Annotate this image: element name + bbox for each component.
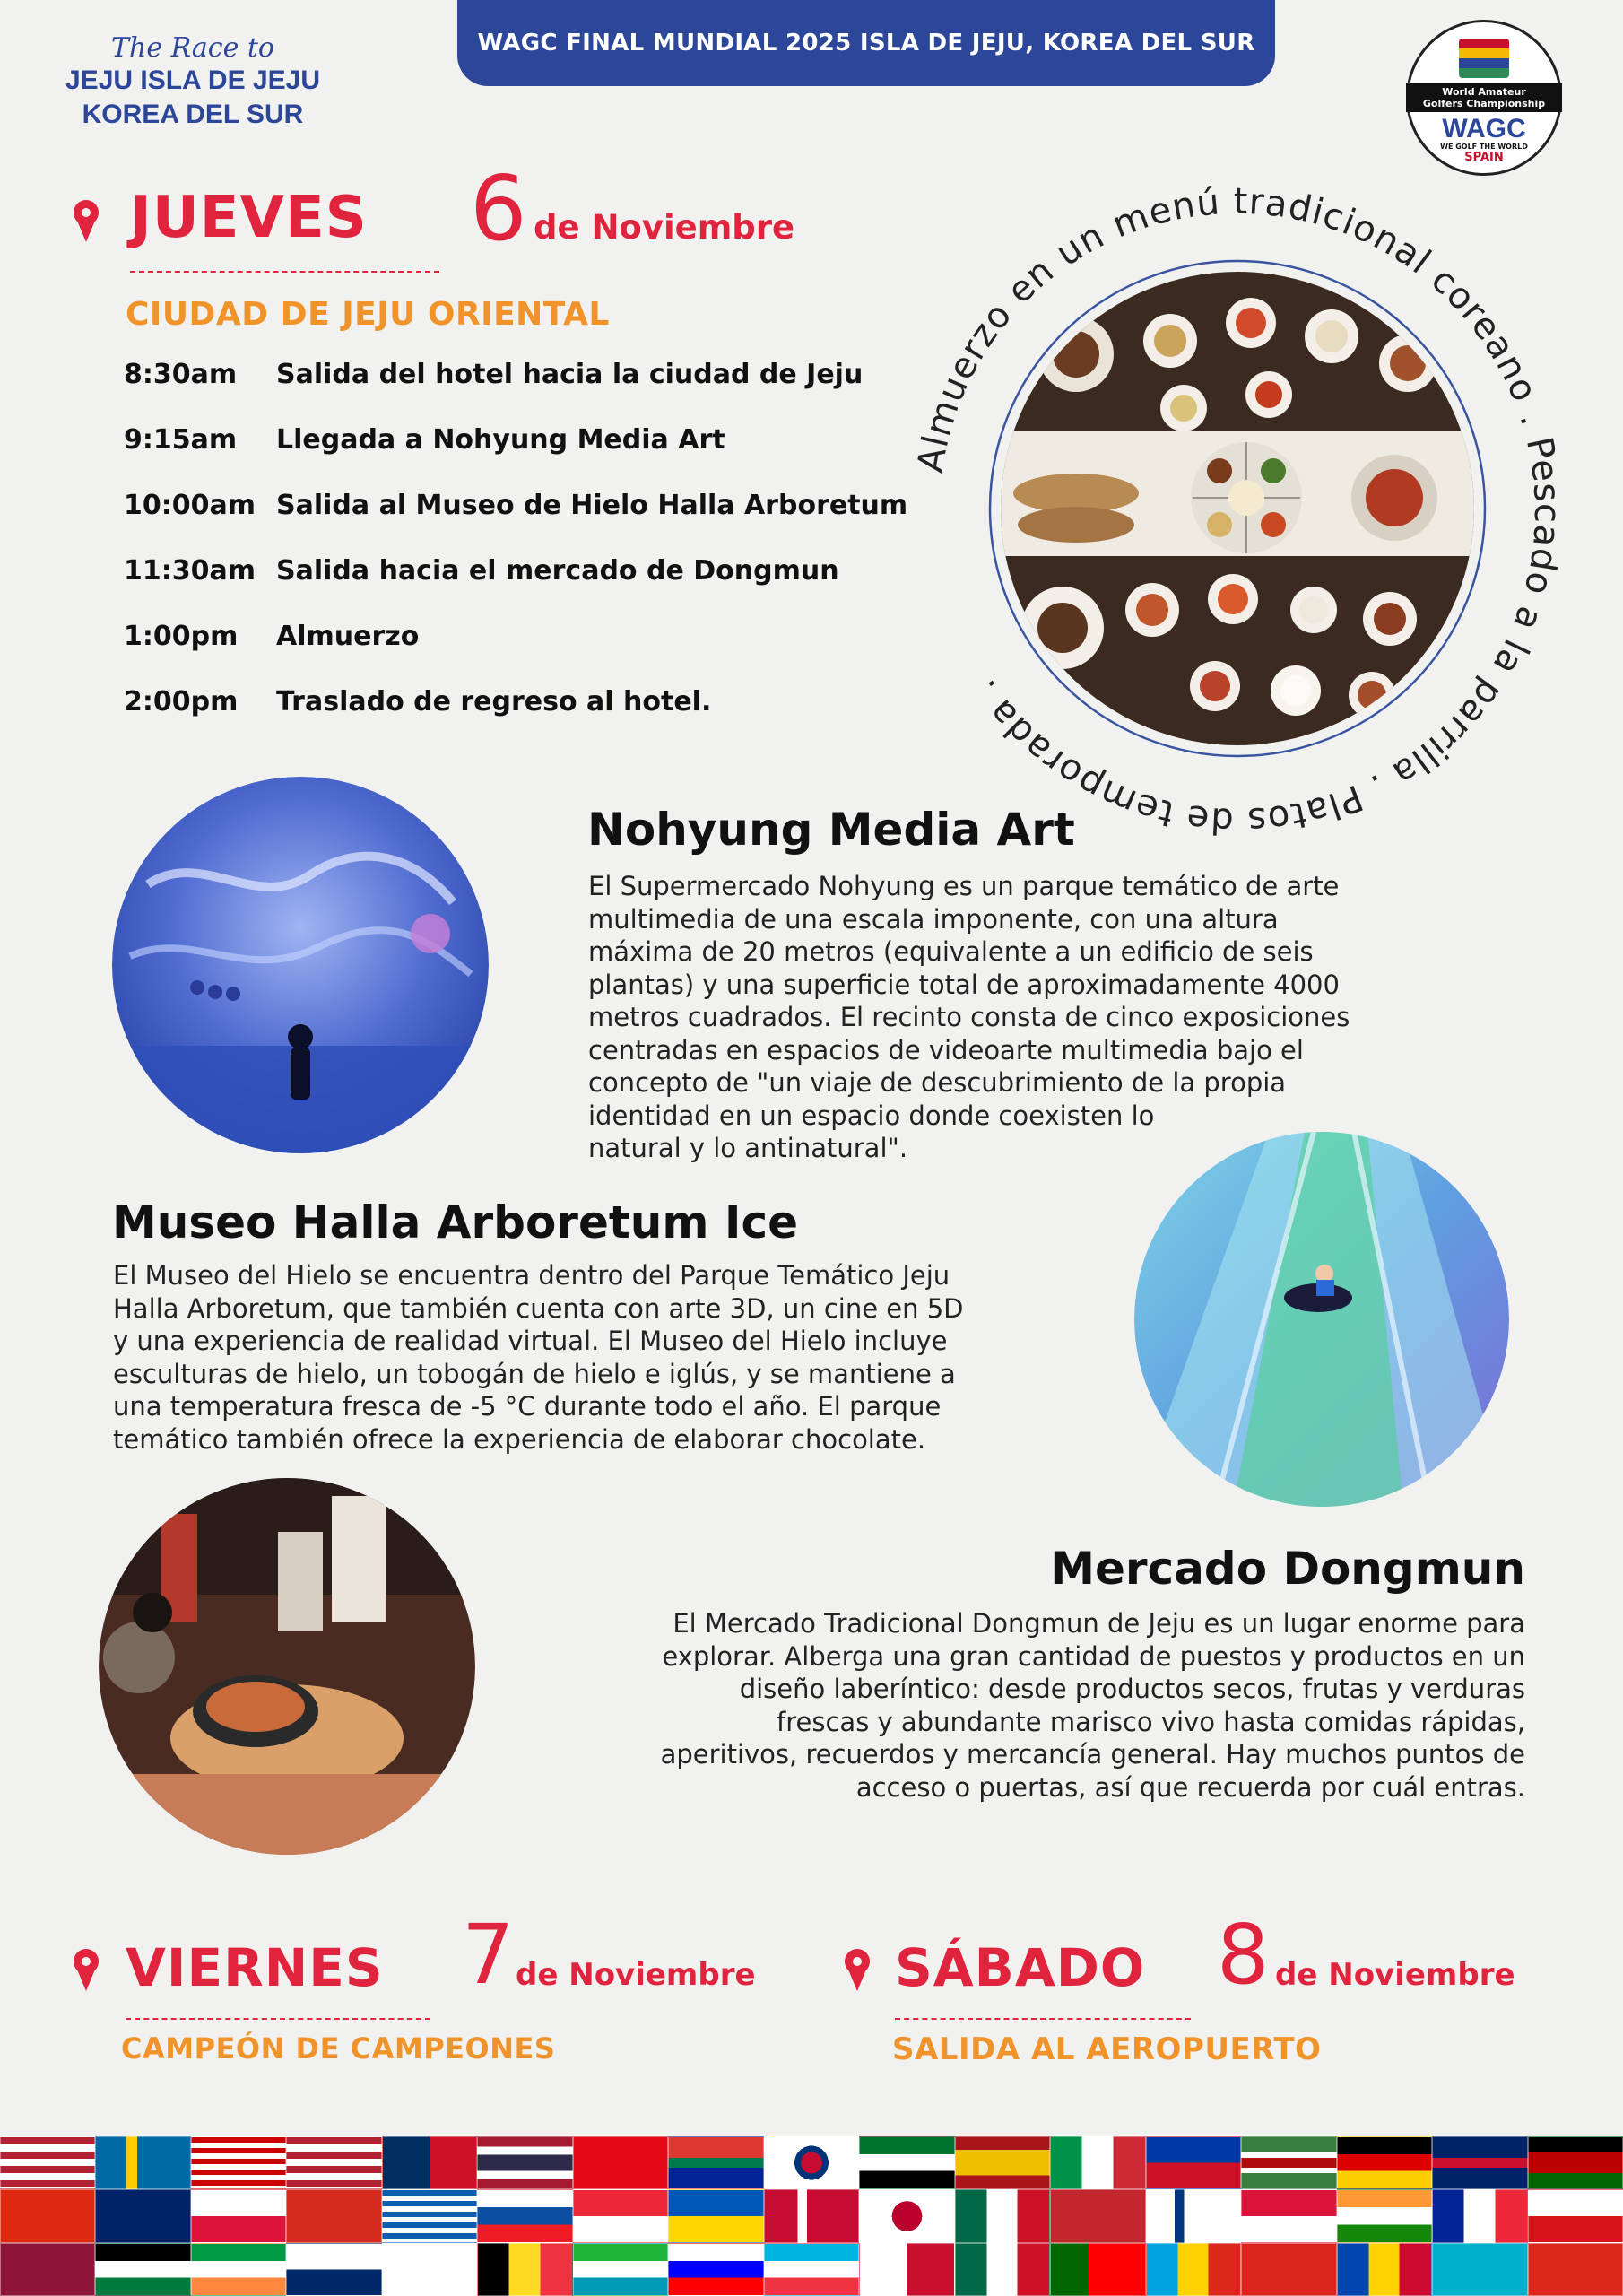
- flag-icon: [764, 2136, 859, 2189]
- flag-icon: [286, 2136, 381, 2189]
- schedule-row: [124, 621, 419, 652]
- location-pin-icon: [72, 199, 100, 244]
- day2-weekday: VIERNES: [126, 1937, 384, 1998]
- flag-icon: [286, 2243, 381, 2296]
- flag-icon: [859, 2189, 954, 2242]
- flag-icon: [668, 2189, 763, 2242]
- day2-month: de Noviembre: [516, 1957, 756, 1993]
- text-line: esculturas de hielo, un tobogán de hielo e iglús, y se mantiene a: [113, 1358, 956, 1389]
- flag-icon: [859, 2136, 954, 2189]
- flag-icon: [95, 2136, 190, 2189]
- schedule-time: 11:30am: [124, 555, 256, 587]
- schedule-row: [124, 555, 839, 587]
- flag-icon: [95, 2243, 190, 2296]
- location-pin-icon: [843, 1948, 872, 1993]
- text-line: frescas y abundante marisco vivo hasta comidas rápidas,: [777, 1706, 1525, 1737]
- text-line: El Supermercado Nohyung es un parque temático de arte: [588, 871, 1340, 901]
- flag-icon: [573, 2189, 668, 2242]
- dongmun-description: [661, 1607, 1525, 1804]
- text-line: identidad en un espacio donde coexisten lo: [588, 1100, 1155, 1131]
- flag-icon: [1337, 2136, 1432, 2189]
- flag-icon: [1241, 2243, 1336, 2296]
- flag-icon: [286, 2189, 381, 2242]
- flag-icon: [382, 2243, 477, 2296]
- race-to-jeju-logo: [54, 32, 332, 132]
- day1-number: 6: [470, 156, 527, 261]
- text-line: El Museo del Hielo se encuentra dentro del Parque Temático Jeju: [113, 1260, 950, 1291]
- flag-icon: [668, 2136, 763, 2189]
- nohyung-description: [588, 870, 1350, 1165]
- flag-icon: [1337, 2189, 1432, 2242]
- wagc-country: SPAIN: [1464, 151, 1504, 164]
- schedule-time: 2:00pm: [124, 686, 239, 718]
- day1-weekday: JUEVES: [130, 185, 368, 251]
- day2-divider: [126, 2018, 430, 2020]
- text-line: temático también ofrece la experiencia de elaborar chocolate.: [113, 1423, 926, 1455]
- day1-month: de Noviembre: [534, 208, 795, 247]
- day3-subtitle: SALIDA AL AEROPUERTO: [892, 2031, 1322, 2067]
- wagc-band: [1406, 83, 1562, 112]
- schedule-row: [124, 686, 711, 718]
- flag-icon: [477, 2136, 572, 2189]
- flag-icon: [191, 2243, 286, 2296]
- race-line-2: KOREA DEL SUR: [82, 100, 304, 129]
- text-line: concepto de "un viaje de descubrimiento de la propia: [588, 1067, 1287, 1098]
- text-line: diseño laberíntico: desde productos secos, frutas y verduras: [739, 1674, 1525, 1704]
- flag-icon: [1146, 2136, 1241, 2189]
- wagc-flag-icon: [1459, 39, 1509, 78]
- flag-icon: [1528, 2136, 1623, 2189]
- nohyung-title: Nohyung Media Art: [587, 804, 1075, 856]
- flag-icon: [1432, 2136, 1527, 2189]
- text-line: multimedia de una escala imponente, con una altura: [588, 903, 1279, 935]
- flag-icon: [191, 2189, 286, 2242]
- day1-subtitle: CIUDAD DE JEJU ORIENTAL: [126, 296, 610, 333]
- flag-icon: [477, 2189, 572, 2242]
- flag-icon: [0, 2243, 95, 2296]
- flag-icon: [1050, 2243, 1145, 2296]
- schedule-time: 8:30am: [124, 359, 238, 390]
- nohyung-media-art-photo: [112, 777, 489, 1153]
- flag-icon: [1432, 2243, 1527, 2296]
- flag-icon: [573, 2136, 668, 2189]
- flag-icon: [1241, 2189, 1336, 2242]
- flag-icon: [1337, 2243, 1432, 2296]
- day3-number: 8: [1217, 1907, 1270, 2003]
- text-line: acceso o puertas, así que recuerda por cuál entras.: [855, 1771, 1525, 1803]
- day3-divider: [895, 2018, 1191, 2020]
- flag-icon: [955, 2136, 1050, 2189]
- dongmun-market-photo: [99, 1478, 475, 1855]
- text-line: aperitivos, recuerdos y mercancía general. Hay muchos puntos de: [660, 1739, 1525, 1770]
- ice-museum-description: [113, 1259, 963, 1456]
- flag-icon: [573, 2243, 668, 2296]
- schedule-activity: Salida del hotel hacia la ciudad de Jeju: [276, 359, 864, 390]
- wagc-spain-logo: [1406, 20, 1562, 176]
- text-line: y una experiencia de realidad virtual. El Museo del Hielo incluye: [113, 1326, 948, 1356]
- wagc-band-line2: Golfers Championship: [1422, 98, 1546, 109]
- schedule-activity: Salida hacia el mercado de Dongmun: [276, 555, 839, 587]
- lunch-badge: [897, 170, 1578, 852]
- flag-icon: [955, 2189, 1050, 2242]
- country-flags-strip: [0, 2136, 1623, 2296]
- flag-icon: [1146, 2189, 1241, 2242]
- wagc-band-line1: World Amateur: [1442, 86, 1526, 98]
- day1-divider: [130, 271, 439, 273]
- race-line-1: JEJU ISLA DE JEJU: [65, 65, 320, 95]
- race-script: The Race to: [111, 32, 274, 64]
- text-line: natural y lo antinatural".: [588, 1133, 908, 1163]
- schedule-row: [124, 424, 725, 456]
- flag-icon: [95, 2189, 190, 2242]
- schedule-time: 1:00pm: [124, 621, 239, 652]
- flag-icon: [1528, 2243, 1623, 2296]
- text-line: metros cuadrados. El recinto consta de cinco exposiciones: [588, 1002, 1350, 1032]
- text-line: Halla Arboretum, que también cuenta con arte 3D, un cine en 5D: [113, 1292, 964, 1324]
- flag-icon: [955, 2243, 1050, 2296]
- schedule-time: 9:15am: [124, 424, 238, 456]
- schedule-activity: Llegada a Nohyung Media Art: [276, 424, 725, 456]
- day3-month: de Noviembre: [1275, 1957, 1515, 1993]
- flag-icon: [1050, 2189, 1145, 2242]
- flag-icon: [668, 2243, 763, 2296]
- flag-icon: [1146, 2243, 1241, 2296]
- ice-slide-photo: [1134, 1132, 1509, 1507]
- location-pin-icon: [72, 1948, 100, 1993]
- header-banner: WAGC FINAL MUNDIAL 2025 ISLA DE JEJU, KOREA DEL SUR: [457, 0, 1275, 86]
- text-line: explorar. Alberga una gran cantidad de puestos y productos en un: [662, 1640, 1525, 1672]
- schedule-time: 10:00am: [124, 490, 256, 521]
- flag-icon: [477, 2243, 572, 2296]
- flag-icon: [382, 2189, 477, 2242]
- flag-icon: [0, 2189, 95, 2242]
- dongmun-title: Mercado Dongmun: [1050, 1543, 1525, 1595]
- flag-icon: [0, 2136, 95, 2189]
- flag-icon: [382, 2136, 477, 2189]
- schedule-row: [124, 359, 863, 390]
- schedule-activity: Almuerzo: [276, 621, 420, 652]
- schedule-activity: Traslado de regreso al hotel.: [276, 686, 712, 718]
- text-line: centradas en espacios de videoarte multimedia bajo el: [588, 1034, 1304, 1065]
- day2-subtitle: CAMPEÓN DE CAMPEONES: [121, 2031, 556, 2066]
- day2-number: 7: [462, 1907, 515, 2003]
- schedule-row: [124, 490, 907, 521]
- day3-weekday: SÁBADO: [895, 1937, 1146, 1998]
- ice-museum-title: Museo Halla Arboretum Ice: [112, 1196, 799, 1248]
- flag-icon: [1528, 2189, 1623, 2242]
- flag-icon: [764, 2243, 859, 2296]
- wagc-word: WAGC: [1442, 114, 1526, 144]
- schedule-activity: Salida al Museo de Hielo Halla Arboretum: [276, 490, 908, 521]
- text-line: una temperatura fresca de -5 °C durante todo el año. El parque: [113, 1391, 942, 1422]
- lunch-circle-text: Almuerzo en un menú tradicional coreano . Pescado a la parrilla . Platos de temporada .: [909, 180, 1568, 842]
- flag-icon: [1050, 2136, 1145, 2189]
- flag-icon: [1432, 2189, 1527, 2242]
- flag-icon: [191, 2136, 286, 2189]
- flag-icon: [1241, 2136, 1336, 2189]
- text-line: máxima de 20 metros (equivalente a un edificio de seis: [588, 936, 1314, 967]
- text-line: El Mercado Tradicional Dongmun de Jeju es un lugar enorme para: [673, 1608, 1525, 1639]
- flag-icon: [859, 2243, 954, 2296]
- flag-icon: [764, 2189, 859, 2242]
- wagc-tagline: WE GOLF THE WORLD: [1440, 143, 1528, 151]
- text-line: plantas) y una superficie total de aproximadamente 4000: [588, 969, 1340, 1000]
